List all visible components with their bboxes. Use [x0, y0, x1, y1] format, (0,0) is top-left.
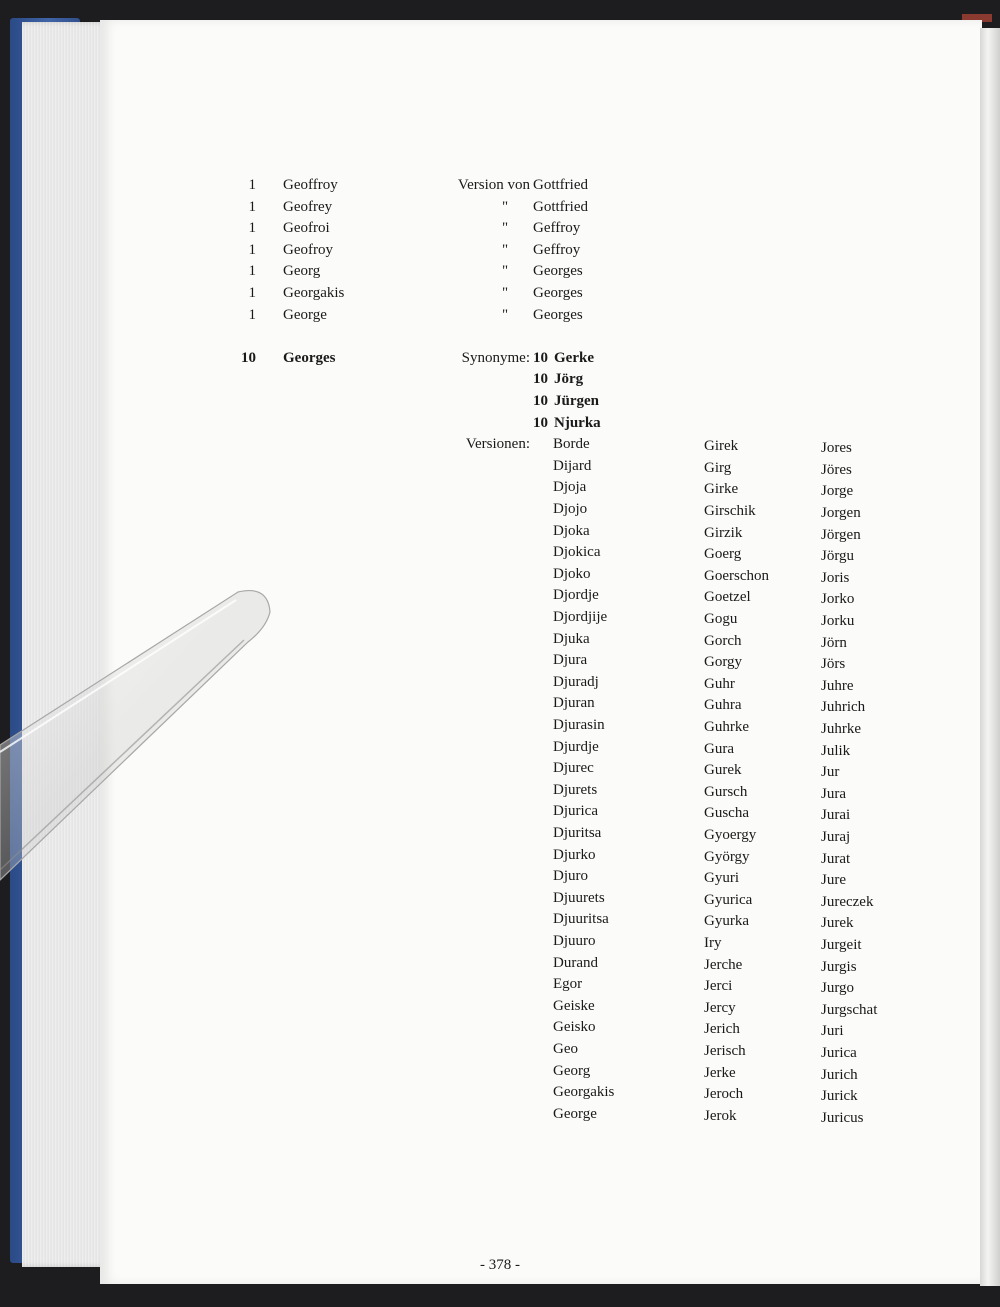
synonym-name: Gerke	[554, 349, 594, 366]
list-row	[0, 476, 1000, 498]
version-name: Jerich	[704, 1021, 740, 1038]
list-row	[0, 390, 1000, 412]
version-name: Geisko	[553, 1019, 596, 1036]
entry-count: 1	[248, 198, 256, 215]
version-name: Borde	[553, 436, 590, 453]
version-name: Djurasin	[553, 717, 605, 733]
entry-count: 1	[248, 285, 256, 301]
list-row	[0, 174, 1000, 196]
entry-count: 1	[248, 220, 256, 237]
version-name: Djojo	[553, 501, 588, 517]
version-name: Djuran	[553, 695, 595, 712]
version-name: Jurai	[821, 807, 851, 824]
list-row	[0, 628, 1000, 650]
relation-target: Georges	[533, 306, 583, 323]
version-name: Jorgen	[821, 505, 861, 521]
version-name: Djurdje	[553, 738, 599, 755]
list-row	[0, 930, 1000, 952]
version-name: Djuro	[553, 868, 588, 885]
version-name: Djoja	[553, 479, 587, 496]
list-row	[0, 606, 1000, 628]
list-row	[0, 282, 1000, 304]
version-name: Juhrke	[821, 721, 861, 737]
entry-name: Geofroi	[283, 220, 330, 237]
entry-name: Georgakis	[283, 285, 345, 301]
version-name: Durand	[553, 954, 598, 971]
list-row	[0, 973, 1000, 995]
version-name: Jercy	[704, 999, 736, 1016]
version-name: Goerschon	[704, 567, 769, 584]
version-name: Guhra	[704, 697, 742, 714]
version-name: Gyurka	[704, 913, 749, 930]
ditto-mark: "	[501, 241, 509, 258]
version-name: Gursch	[704, 783, 748, 800]
list-row	[0, 239, 1000, 261]
entry-name: Georg	[283, 263, 321, 280]
version-name: Jura	[821, 785, 846, 802]
list-row	[0, 865, 1000, 887]
entry-name: George	[283, 306, 327, 323]
version-name: Jurica	[821, 1045, 857, 1061]
version-name: Jurgo	[821, 980, 855, 997]
relation-target: Georges	[533, 285, 583, 301]
list-row	[0, 541, 1000, 563]
list-row	[0, 671, 1000, 693]
ditto-mark: "	[501, 285, 509, 301]
version-name: Djura	[553, 652, 588, 669]
relation-target: Geffroy	[533, 220, 581, 237]
entry-name: Geofroy	[283, 241, 333, 258]
list-row	[0, 779, 1000, 801]
version-name: Goetzel	[704, 589, 751, 606]
version-name: Djurets	[553, 781, 598, 798]
version-name: Guhrke	[704, 719, 749, 735]
version-name: Djordje	[553, 587, 599, 604]
version-name: Girg	[704, 459, 732, 476]
list-row	[0, 757, 1000, 779]
relation-target: Geffroy	[533, 241, 581, 258]
version-name: Jerok	[704, 1107, 737, 1124]
version-name: Guhr	[704, 675, 735, 692]
relation-target: Gottfried	[533, 177, 588, 193]
synonym-count: 10	[533, 393, 548, 409]
entry-count: 1	[248, 241, 256, 258]
version-name: Djurica	[553, 803, 598, 820]
version-name: Djordjije	[553, 609, 608, 625]
list-row	[0, 887, 1000, 909]
list-row	[0, 498, 1000, 520]
synonym-count: 10	[533, 414, 548, 431]
version-name: Jurick	[821, 1088, 858, 1105]
version-name: Djurec	[553, 760, 594, 777]
list-row	[0, 520, 1000, 542]
synonym-count: 10	[533, 349, 548, 366]
list-row	[0, 304, 1000, 326]
version-name: Juri	[821, 1023, 844, 1040]
version-name: Gyuri	[704, 870, 739, 887]
version-name: Jur	[821, 764, 840, 781]
list-row	[0, 1103, 1000, 1125]
synonym-count: 10	[533, 371, 548, 388]
version-name: Gogu	[704, 611, 738, 627]
version-name: Georgakis	[553, 1084, 615, 1101]
version-name: Juhrich	[821, 699, 866, 716]
ditto-mark: "	[501, 220, 509, 237]
list-row	[0, 347, 1000, 369]
version-name: Girschik	[704, 503, 756, 519]
version-name: Georg	[553, 1062, 591, 1079]
list-row	[0, 563, 1000, 585]
version-name: Goerg	[704, 546, 742, 563]
version-name: Djuritsa	[553, 825, 602, 841]
version-name: Jeroch	[704, 1086, 744, 1103]
version-name: Girke	[704, 481, 739, 498]
version-name: Jerche	[704, 956, 743, 973]
version-name: Jerke	[704, 1064, 736, 1081]
main-entry-name: Georges	[283, 349, 336, 366]
version-name: Juricus	[821, 1109, 864, 1126]
version-name: Jureczek	[821, 893, 874, 910]
version-name: Jörn	[821, 634, 847, 651]
relation-target: Georges	[533, 263, 583, 280]
version-name: Djuuro	[553, 933, 596, 949]
list-row	[0, 584, 1000, 606]
version-name: Juhre	[821, 677, 854, 694]
version-name: Dijard	[553, 457, 592, 474]
ditto-mark: "	[501, 198, 509, 215]
version-name: Julik	[821, 742, 851, 759]
version-name: Girek	[704, 438, 739, 455]
version-name: Jores	[821, 440, 852, 457]
entry-name: Geoffroy	[283, 177, 338, 193]
version-name: Djuurets	[553, 889, 605, 906]
list-row	[0, 196, 1000, 218]
list-row	[0, 649, 1000, 671]
version-name: Jörs	[821, 656, 846, 673]
version-name: Gyurica	[704, 891, 753, 908]
list-row	[0, 433, 1000, 455]
version-name: Djokica	[553, 544, 601, 561]
version-name: Jurgschat	[821, 1001, 878, 1018]
version-name: Jure	[821, 872, 846, 889]
list-row	[0, 260, 1000, 282]
synonym-name: Jörg	[554, 371, 584, 388]
list-row	[0, 908, 1000, 930]
version-name: Jurat	[821, 850, 851, 867]
version-name: Jurek	[821, 915, 854, 932]
list-row	[0, 412, 1000, 434]
version-name: Jöres	[821, 461, 852, 478]
relation-label: Version von	[457, 177, 530, 193]
list-row	[0, 455, 1000, 477]
version-name: György	[704, 848, 750, 865]
list-row	[0, 1060, 1000, 1082]
version-name: Joris	[821, 569, 850, 586]
main-entry-count: 10	[241, 349, 256, 366]
version-name: Djurko	[553, 846, 596, 863]
version-name: Iry	[704, 935, 722, 951]
list-row	[0, 368, 1000, 390]
version-name: Jurgis	[821, 958, 857, 975]
version-name: Djoka	[553, 522, 590, 539]
version-name: Djuuritsa	[553, 911, 609, 928]
list-row	[0, 1038, 1000, 1060]
list-row	[0, 1081, 1000, 1103]
version-name: Jörgu	[821, 548, 855, 565]
synonym-name: Jürgen	[554, 393, 599, 409]
versions-label: Versionen:	[465, 436, 530, 453]
version-name: Jorko	[821, 591, 855, 608]
version-name: George	[553, 1105, 597, 1122]
entry-count: 1	[248, 306, 256, 323]
list-row	[0, 822, 1000, 844]
version-name: Geiske	[553, 997, 595, 1014]
version-name: Guscha	[704, 805, 749, 822]
list-row	[0, 714, 1000, 736]
version-name: Gura	[704, 740, 734, 757]
list-row	[0, 995, 1000, 1017]
version-name: Gorch	[704, 632, 742, 649]
relation-target: Gottfried	[533, 198, 588, 215]
version-name: Gorgy	[704, 654, 743, 671]
version-name: Jerisch	[704, 1043, 746, 1059]
entry-name: Geofrey	[283, 198, 333, 215]
entry-count: 1	[248, 263, 256, 280]
version-name: Jurich	[821, 1066, 858, 1083]
version-name: Jorku	[821, 613, 855, 629]
version-name: Jurgeit	[821, 937, 862, 953]
page-number: - 378 -	[480, 1257, 520, 1273]
version-name: Djuka	[553, 630, 590, 647]
version-name: Djuradj	[553, 673, 599, 690]
list-row	[0, 844, 1000, 866]
version-name: Gurek	[704, 762, 742, 779]
list-row	[0, 952, 1000, 974]
version-name: Djoko	[553, 565, 591, 582]
list-row	[0, 800, 1000, 822]
version-name: Egor	[553, 976, 583, 993]
version-name: Juraj	[821, 829, 851, 845]
ditto-mark: "	[501, 263, 509, 280]
synonym-name: Njurka	[554, 414, 601, 431]
version-name: Jorge	[821, 483, 854, 500]
version-name: Geo	[553, 1041, 578, 1057]
version-name: Jerci	[704, 978, 733, 995]
version-name: Gyoergy	[704, 827, 757, 843]
ditto-mark: "	[501, 306, 509, 323]
list-row	[0, 1016, 1000, 1038]
list-row	[0, 692, 1000, 714]
entry-count: 1	[248, 177, 256, 193]
synonyms-label: Synonyme:	[461, 349, 530, 366]
version-name: Jörgen	[821, 526, 861, 543]
list-row	[0, 736, 1000, 758]
version-name: Girzik	[704, 524, 743, 541]
list-row	[0, 217, 1000, 239]
